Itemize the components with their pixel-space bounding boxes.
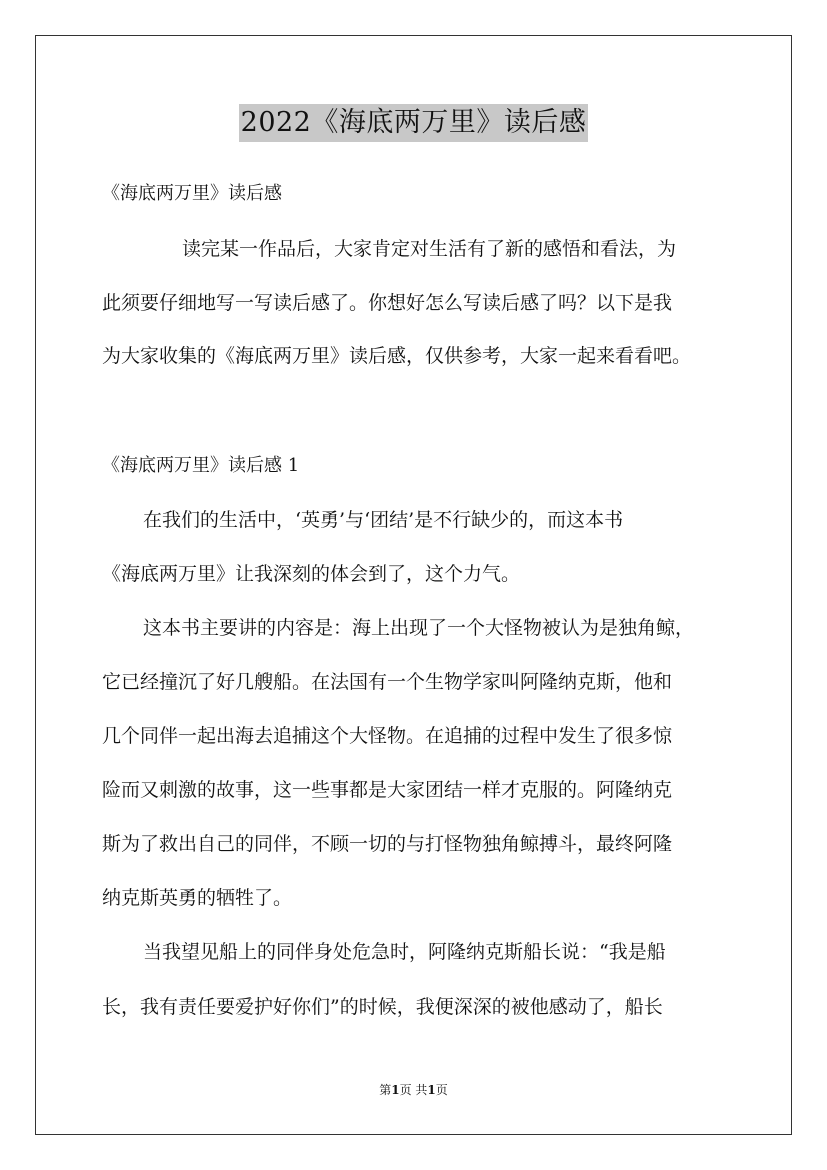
footer-page-total: 1 [427, 1083, 436, 1097]
intro-line-1: 读完某一作品后，大家肯定对生活有了新的感悟和看法，为 [182, 238, 677, 260]
footer-page-mid: 页 共 [399, 1083, 428, 1097]
intro-heading: 《海底两万里》读后感 [102, 183, 282, 204]
body-line-10: 长，我有责任要爱护好你们”的时候，我便深深的被他感动了，船长 [102, 996, 663, 1018]
footer-page-prefix: 第 [379, 1083, 392, 1097]
intro-line-3: 为大家收集的《海底两万里》读后感，仅供参考，大家一起来看看吧。 [102, 345, 692, 367]
body-line-7: 斯为了救出自己的同伴，不顾一切的与打怪物独角鲸搏斗，最终阿隆 [102, 833, 673, 855]
footer-page-suffix: 页 [435, 1083, 448, 1097]
body-line-8: 纳克斯英勇的牺牲了。 [102, 887, 293, 909]
body-line-4: 它已经撞沉了好几艘船。在法国有一个生物学家叫阿隆纳克斯，他和 [102, 671, 673, 693]
body-line-6: 险而又刺激的故事，这一些事都是大家团结一样才克服的。阿隆纳克 [102, 779, 673, 801]
footer-page-current: 1 [391, 1083, 400, 1097]
title-block [0, 104, 827, 142]
section-heading: 《海底两万里》读后感 1 [102, 455, 300, 476]
page-footer [0, 1082, 827, 1098]
intro-line-2: 此须要仔细地写一写读后感了。你想好怎么写读后感了吗？以下是我 [102, 292, 673, 314]
body-line-9: 当我望见船上的同伴身处危急时，阿隆纳克斯船长说：“我是船 [143, 941, 666, 963]
body-line-5: 几个同伴一起出海去追捕这个大怪物。在追捕的过程中发生了很多惊 [102, 725, 673, 747]
document-title: 2022《海底两万里》读后感 [239, 104, 589, 142]
body-line-3: 这本书主要讲的内容是：海上出现了一个大怪物被认为是独角鲸， [143, 617, 695, 639]
body-line-1: 在我们的生活中，‘英勇’与‘团结’是不行缺少的，而这本书 [143, 509, 624, 531]
body-line-2: 《海底两万里》让我深刻的体会到了，这个力气。 [102, 563, 521, 585]
